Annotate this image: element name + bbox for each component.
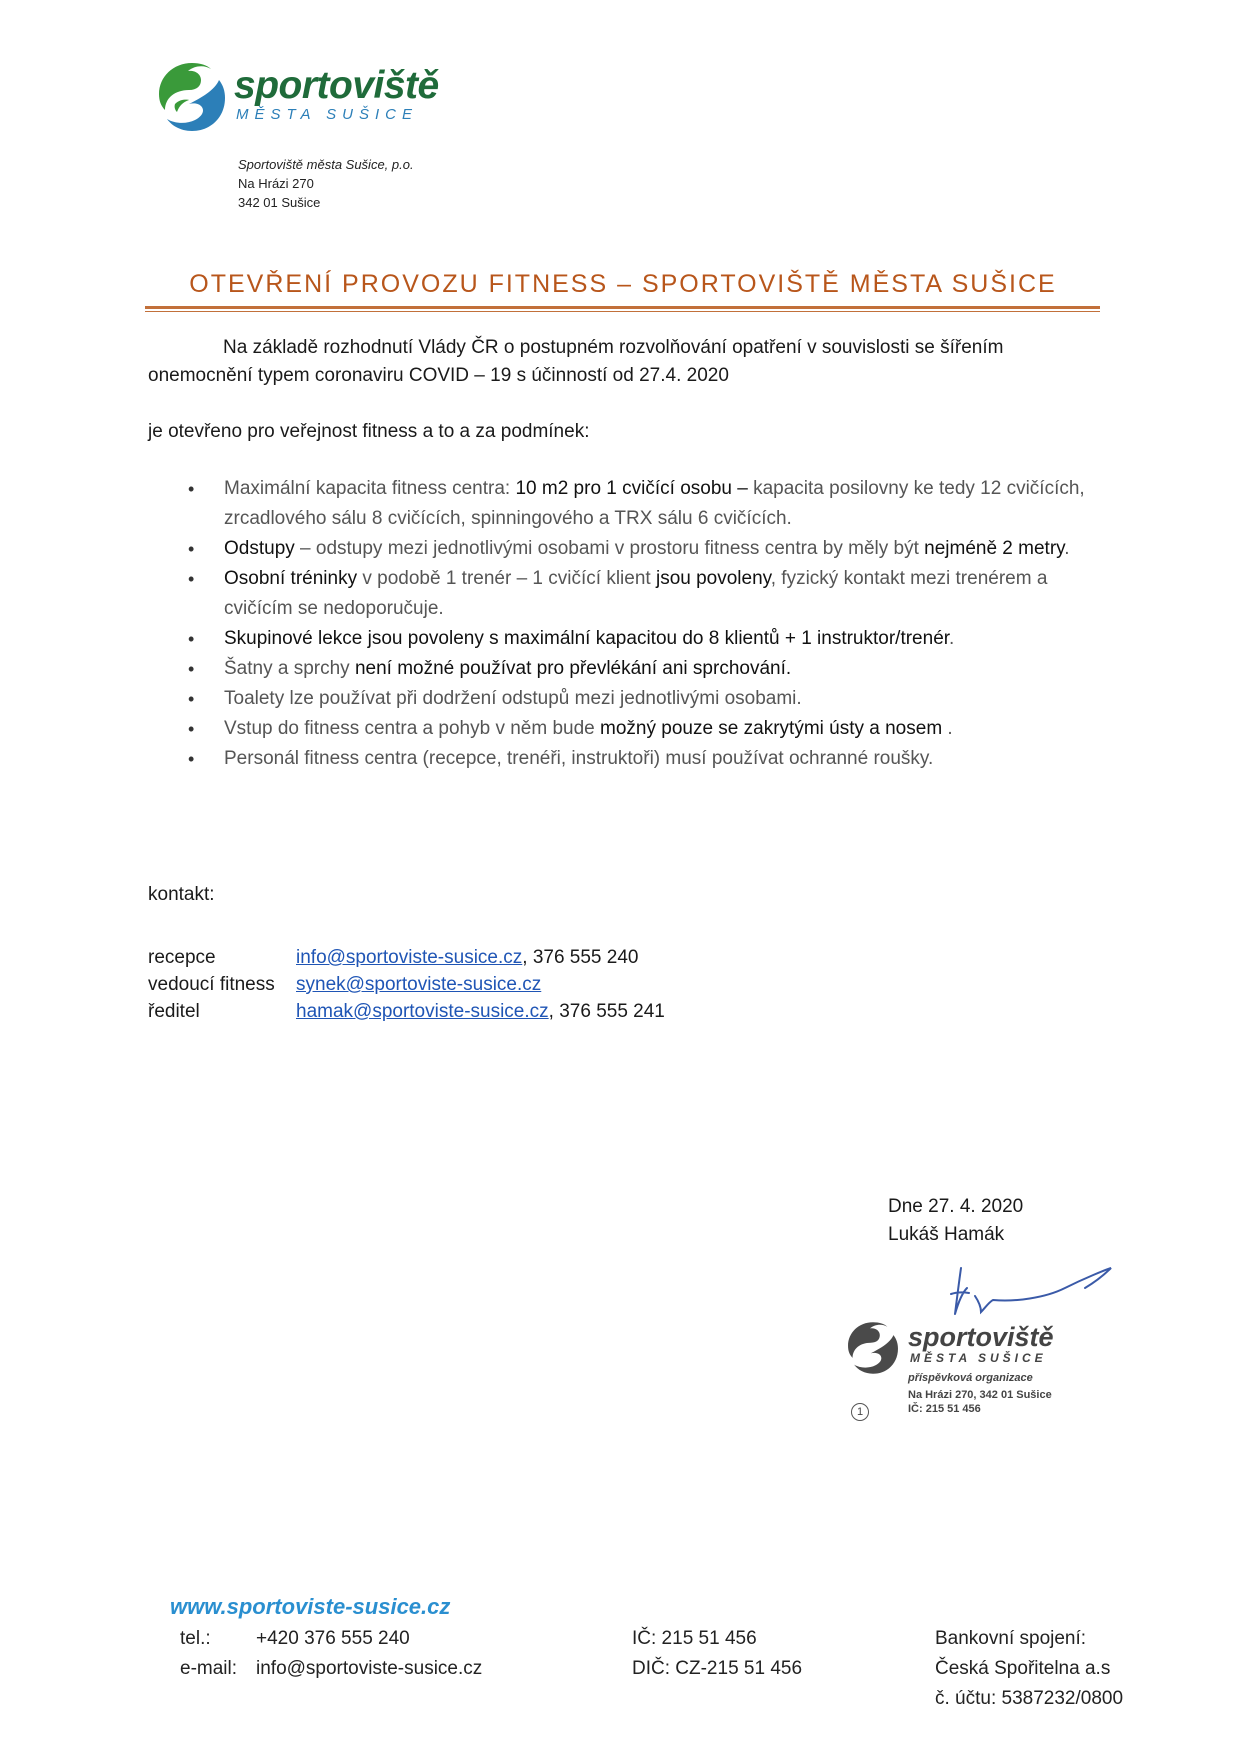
contact-row-vedouci	[148, 971, 541, 998]
list-item: • Šatny a sprchy není možné používat pro převlékání ani sprchování.	[188, 654, 1088, 684]
signoff-name: Lukáš Hamák	[888, 1224, 1005, 1245]
stamp-number: 1	[851, 1403, 869, 1421]
stamp-subtitle: MĚSTA SUŠICE	[910, 1351, 1047, 1365]
logo-subtitle: MĚSTA SUŠICE	[236, 106, 419, 123]
list-item: • Personál fitness centra (recepce, trenéři, instruktoři) musí používat ochranné roušky.	[188, 744, 1088, 774]
conditions-list	[188, 474, 1088, 774]
signoff-date: Dne 27. 4. 2020	[888, 1196, 1024, 1217]
email-link[interactable]: info@sportoviste-susice.cz	[296, 947, 523, 968]
list-item: • Osobní tréninky v podobě 1 trenér – 1 cvičící klient jsou povoleny, fyzický kontakt mezi trenérem a cvičícím se nedoporučuje.	[188, 564, 1088, 624]
contact-row-reditel	[148, 998, 665, 1025]
address-street: Na Hrázi 270	[238, 176, 314, 191]
email-link[interactable]: hamak@sportoviste-susice.cz	[296, 1001, 549, 1022]
list-item: • Skupinové lekce jsou povoleny s maximální kapacitou do 8 klientů + 1 instruktor/trenér.	[188, 624, 1088, 654]
stamp-wordmark: sportoviště	[908, 1322, 1054, 1352]
s-swirl-logo-icon	[155, 60, 229, 134]
contact-label: ředitel	[148, 1001, 200, 1022]
contact-row-recepce	[148, 944, 638, 971]
contact-label: recepce	[148, 947, 216, 968]
footer-website[interactable]: www.sportoviste-susice.cz	[170, 1594, 451, 1619]
title-divider	[145, 306, 1100, 312]
list-item: • Maximální kapacita fitness centra: 10 m2 pro 1 cvičící osobu – kapacita posilovny ke tedy 12 cvičících, zrcadlového sálu 8 cvičících, spinningového a TRX sálu 6 cvičících.	[188, 474, 1088, 534]
intro-paragraph: Na základě rozhodnutí Vlády ČR o postupném rozvolňování opatření v souvislosti se šířením onemocnění typem coronaviru COVID – 19 s účinností od 27.4. 2020	[148, 337, 1004, 386]
address-city: 342 01 Sušice	[238, 195, 321, 210]
footer-contact: tel.: +420 376 555 240 e-mail: info@sportoviste-susice.cz	[180, 1628, 483, 1679]
contact-phone: , 376 555 240	[522, 947, 639, 968]
email-link[interactable]: synek@sportoviste-susice.cz	[296, 974, 542, 995]
list-item: • Odstupy – odstupy mezi jednotlivými osobami v prostoru fitness centra by měly být nejméně 2 metry.	[188, 534, 1088, 564]
signoff	[888, 1193, 1023, 1249]
stamp-logo-icon	[845, 1320, 901, 1376]
contact-phone: , 376 555 241	[548, 1001, 665, 1022]
list-item: • Toalety lze používat při dodržení odstupů mezi jednotlivými osobami.	[188, 684, 1088, 714]
lead-paragraph: je otevřeno pro veřejnost fitness a to a za podmínek:	[148, 421, 590, 442]
list-item: • Vstup do fitness centra a pohyb v něm bude možný pouze se zakrytými ústy a nosem .	[188, 714, 1088, 744]
sender-address	[238, 155, 414, 212]
stamp-org: příspěvková organizace	[908, 1372, 1033, 1384]
footer-bank: Bankovní spojení: Česká Spořitelna a.s č. účtu: 5387232/0800	[935, 1628, 1124, 1709]
contact-heading: kontakt:	[148, 884, 215, 905]
contact-label: vedoucí fitness	[148, 974, 275, 995]
document-title: OTEVŘENÍ PROVOZU FITNESS – SPORTOVIŠTĚ MĚSTA SUŠICE	[189, 270, 1057, 298]
stamp-address: Na Hrázi 270, 342 01 Sušice IČ: 215 51 456	[908, 1389, 1052, 1415]
footer-ids: IČ: 215 51 456 DIČ: CZ-215 51 456	[632, 1628, 803, 1679]
address-org: Sportoviště města Sušice, p.o.	[238, 157, 414, 172]
logo-wordmark: sportoviště	[234, 64, 439, 107]
